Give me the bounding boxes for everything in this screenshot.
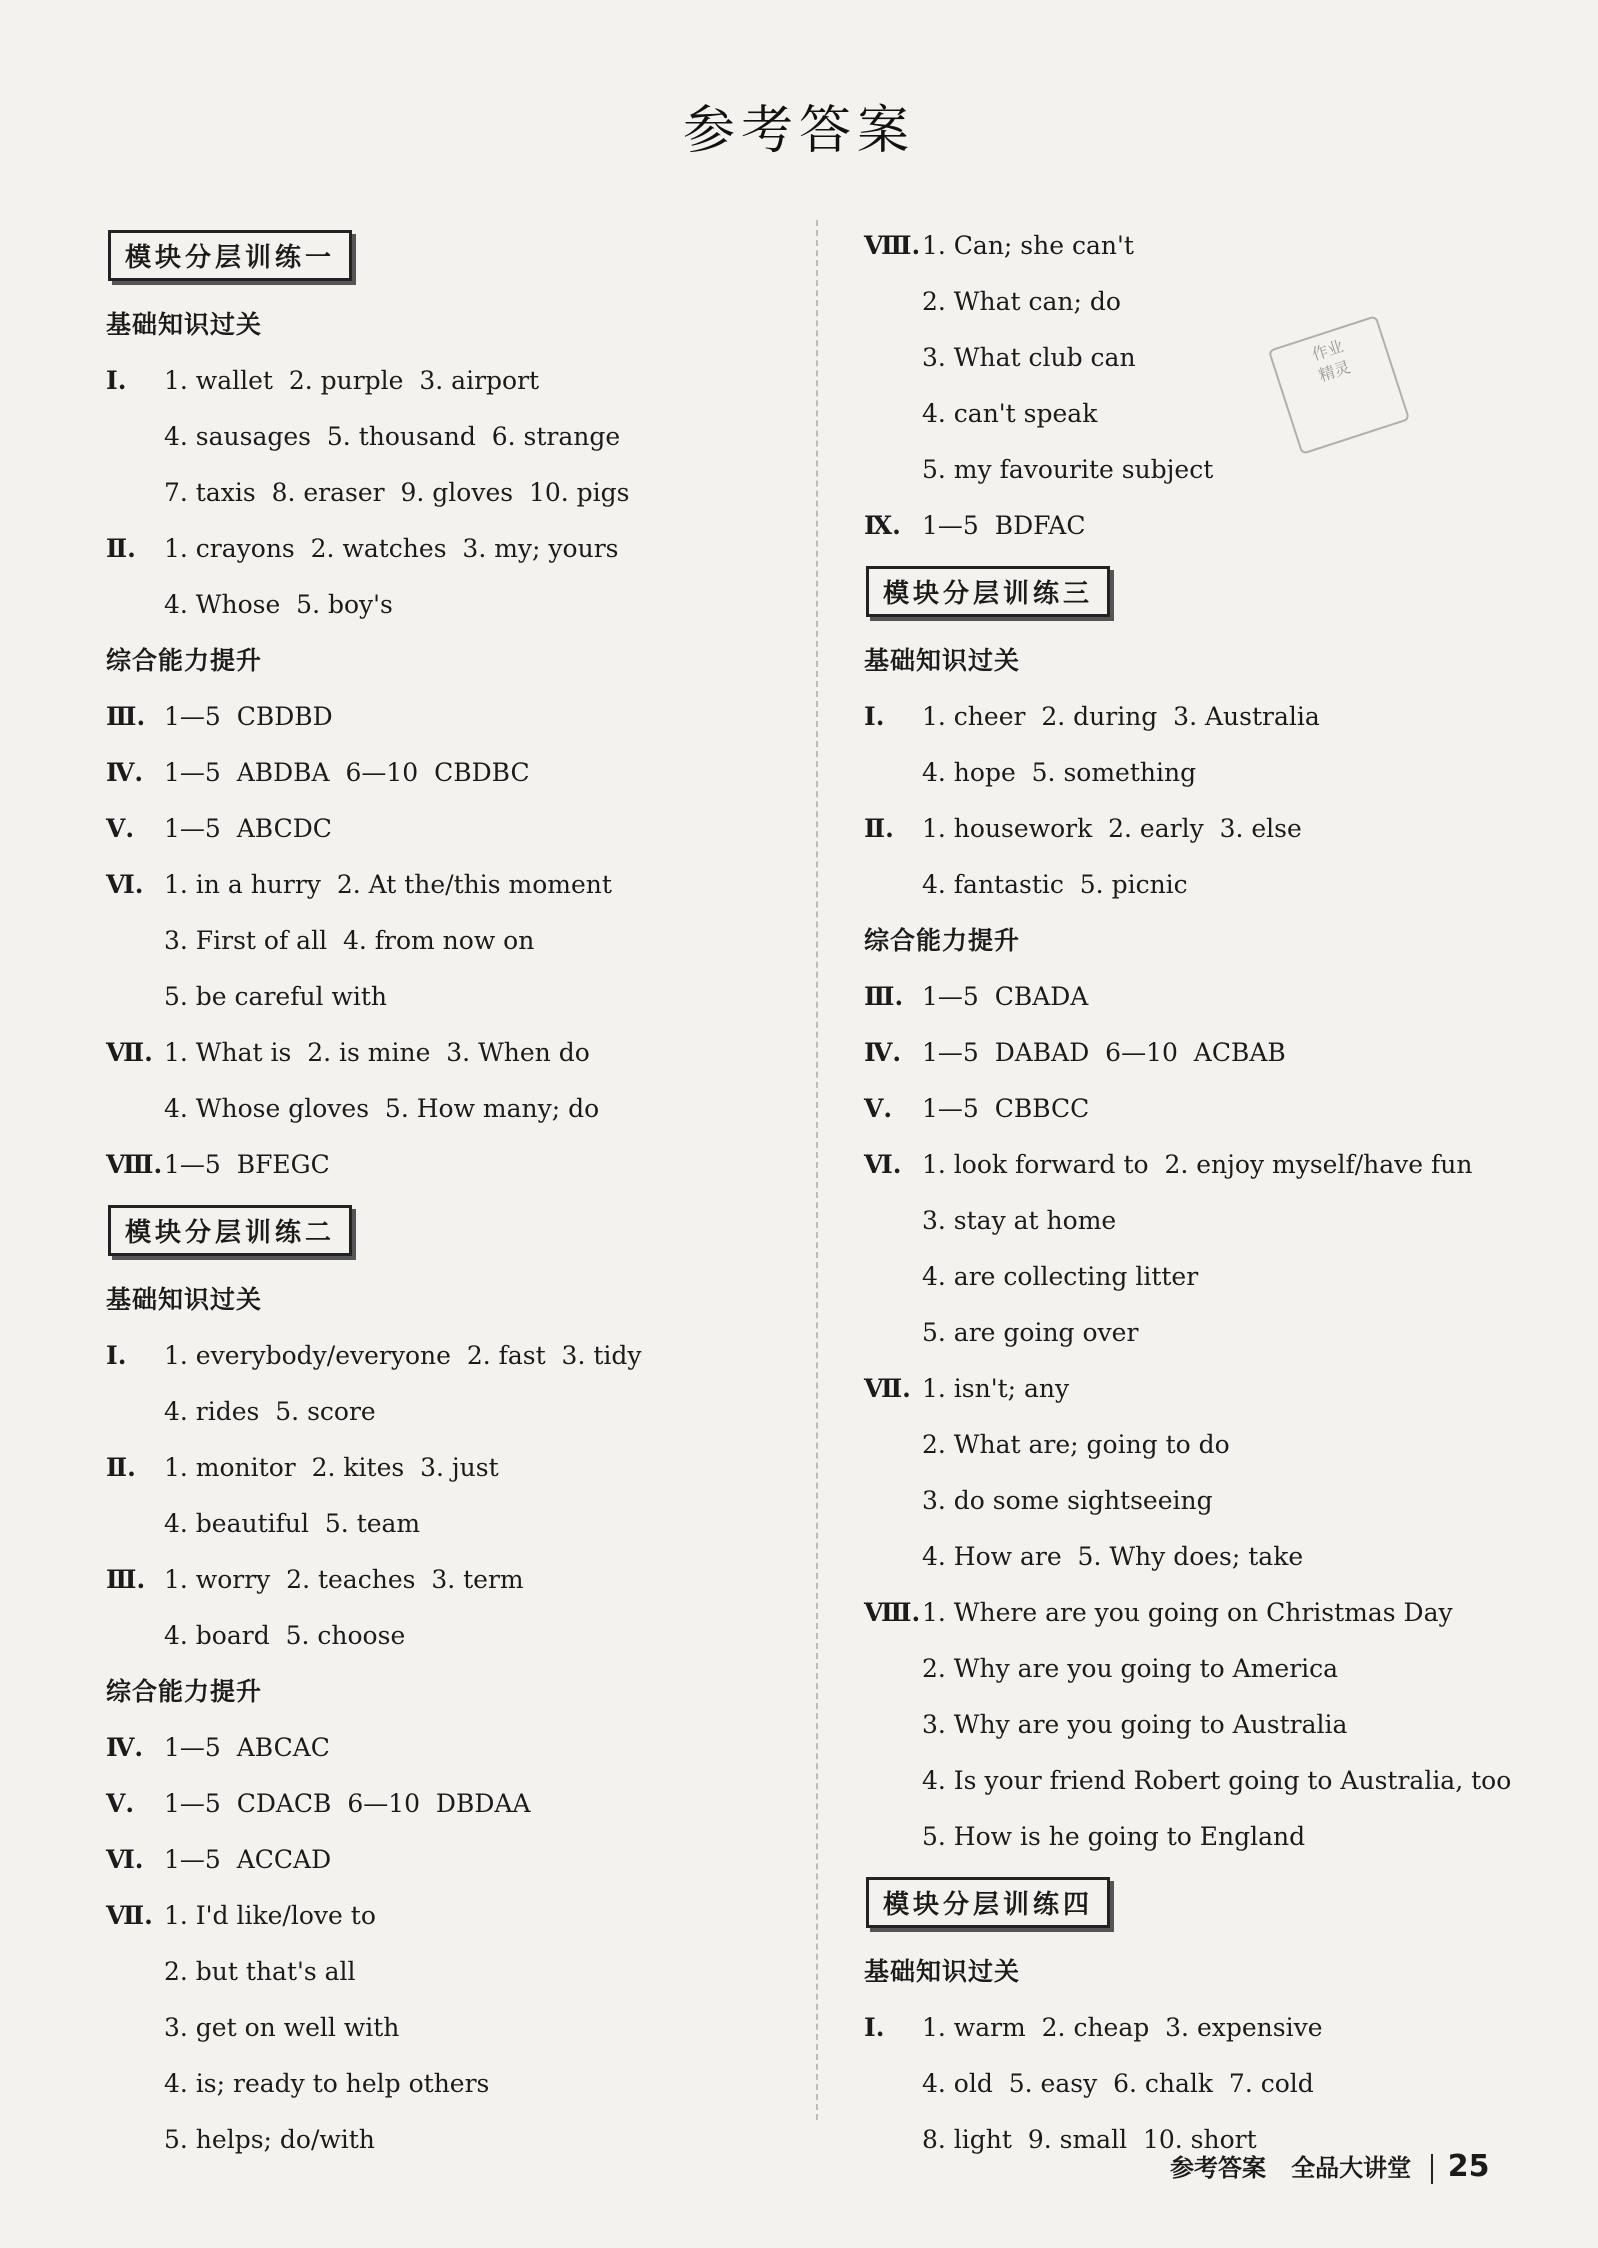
answer-line [864, 1641, 1564, 1697]
answer-line [864, 274, 1564, 330]
question-number: Ⅳ. [864, 1038, 902, 1067]
answer-line [106, 1081, 806, 1137]
answer-text: 4. are collecting litter [922, 1262, 1199, 1291]
answer-text: 1. cheer 2. during 3. Australia [922, 702, 1320, 731]
question-number: Ⅰ. [864, 702, 885, 731]
answer-line [864, 498, 1564, 554]
module-heading: 模块分层训练三 [866, 566, 1110, 617]
answer-line [864, 801, 1564, 857]
answer-text: 1. crayons 2. watches 3. my; yours [164, 534, 619, 563]
answer-line [106, 1496, 806, 1552]
answer-text: 1. Where are you going on Christmas Day [922, 1598, 1453, 1627]
answer-text: 1—5 BDFAC [922, 511, 1086, 540]
answer-line [106, 1720, 806, 1776]
answer-line [106, 1137, 806, 1193]
answer-text: 1—5 CBBCC [922, 1094, 1090, 1123]
answer-line [106, 1384, 806, 1440]
answer-text: 4. can't speak [922, 399, 1098, 428]
answer-line [864, 1473, 1564, 1529]
left-column [106, 218, 806, 2168]
answer-line [106, 745, 806, 801]
answer-line [864, 1249, 1564, 1305]
question-number: Ⅱ. [106, 1453, 136, 1482]
answer-text: 4. is; ready to help others [164, 2069, 490, 2098]
answer-text: 3. stay at home [922, 1206, 1117, 1235]
answer-text: 1. monitor 2. kites 3. just [164, 1453, 499, 1482]
question-number: Ⅰ. [106, 1341, 127, 1370]
answer-line [106, 2000, 806, 2056]
answer-line [106, 801, 806, 857]
answer-line [864, 969, 1564, 1025]
answer-text: 3. get on well with [164, 2013, 400, 2042]
answer-line [106, 465, 806, 521]
watermark-stamp: 作业 精灵 [1268, 315, 1410, 455]
answer-text: 2. Why are you going to America [922, 1654, 1339, 1683]
column-divider [816, 220, 818, 2120]
question-number: Ⅵ. [864, 1150, 902, 1179]
answer-line [106, 1328, 806, 1384]
answer-line [864, 386, 1564, 442]
answer-text: 4. beautiful 5. team [164, 1509, 421, 1538]
answer-line [864, 1753, 1564, 1809]
answer-line [106, 2056, 806, 2112]
question-number: Ⅴ. [106, 1789, 135, 1818]
answer-text: 1—5 BFEGC [164, 1150, 330, 1179]
answer-text: 1. in a hurry 2. At the/this moment [164, 870, 612, 899]
question-number: Ⅷ. [106, 1150, 163, 1179]
answer-line [864, 330, 1564, 386]
answer-text: 1—5 CDACB 6—10 DBDAA [164, 1789, 531, 1818]
answer-line [106, 689, 806, 745]
page-title: 参考答案 [682, 101, 915, 161]
question-number: Ⅲ. [106, 702, 146, 731]
answer-text: 1—5 ABCAC [164, 1733, 330, 1762]
answer-text: 1—5 ABCDC [164, 814, 332, 843]
answer-line [864, 2000, 1564, 2056]
question-number: Ⅲ. [106, 1565, 146, 1594]
answer-line [106, 1025, 806, 1081]
question-number: Ⅷ. [864, 1598, 921, 1627]
answer-line [864, 1809, 1564, 1865]
section-heading: 基础知识过关 [106, 310, 263, 339]
answer-line [864, 1697, 1564, 1753]
answer-text: 4. rides 5. score [164, 1397, 376, 1426]
answer-text: 2. but that's all [164, 1957, 356, 1986]
page-footer [1170, 2148, 1490, 2184]
answer-line [106, 353, 806, 409]
footer-brand: 全品大讲堂 [1291, 2154, 1412, 2182]
answer-line [106, 409, 806, 465]
question-number: Ⅳ. [106, 1733, 144, 1762]
answer-text: 1—5 ACCAD [164, 1845, 332, 1874]
answer-text: 1. worry 2. teaches 3. term [164, 1565, 524, 1594]
answer-text: 8. light 9. small 10. short [922, 2125, 1257, 2154]
answer-line [106, 1832, 806, 1888]
question-number: Ⅱ. [864, 814, 894, 843]
answer-line [864, 218, 1564, 274]
answer-line [106, 1440, 806, 1496]
section-heading: 基础知识过关 [106, 1285, 263, 1314]
section-heading: 基础知识过关 [864, 646, 1021, 675]
answer-line [106, 1552, 806, 1608]
question-number: Ⅷ. [864, 231, 921, 260]
footer-separator [1431, 2154, 1433, 2184]
answer-text: 3. Why are you going to Australia [922, 1710, 1348, 1739]
question-number: Ⅵ. [106, 870, 144, 899]
answer-text: 1. housework 2. early 3. else [922, 814, 1302, 843]
answer-line [106, 913, 806, 969]
question-number: Ⅵ. [106, 1845, 144, 1874]
question-number: Ⅸ. [864, 511, 901, 540]
answer-line [864, 1137, 1564, 1193]
answer-text: 2. What are; going to do [922, 1430, 1230, 1459]
answer-text: 1. What is 2. is mine 3. When do [164, 1038, 590, 1067]
question-number: Ⅶ. [864, 1374, 911, 1403]
answer-line [864, 1025, 1564, 1081]
answer-text: 4. hope 5. something [922, 758, 1197, 787]
answer-text: 3. do some sightseeing [922, 1486, 1213, 1515]
answer-line [106, 521, 806, 577]
module-heading: 模块分层训练四 [866, 1877, 1110, 1928]
question-number: Ⅴ. [864, 1094, 893, 1123]
module-heading: 模块分层训练二 [108, 1205, 352, 1256]
answer-text: 2. What can; do [922, 287, 1121, 316]
answer-line [864, 745, 1564, 801]
answer-text: 1. look forward to 2. enjoy myself/have fun [922, 1150, 1473, 1179]
page-number: 25 [1447, 2149, 1490, 2184]
footer-label: 参考答案 [1170, 2154, 1266, 2182]
answer-line [106, 969, 806, 1025]
answer-text: 4. sausages 5. thousand 6. strange [164, 422, 621, 451]
question-number: Ⅰ. [864, 2013, 885, 2042]
answer-text: 5. helps; do/with [164, 2125, 375, 2154]
answer-text: 1. warm 2. cheap 3. expensive [922, 2013, 1323, 2042]
answer-text: 3. First of all 4. from now on [164, 926, 535, 955]
answer-line [106, 1608, 806, 1664]
question-number: Ⅶ. [106, 1901, 153, 1930]
right-column [864, 218, 1564, 2168]
section-heading: 基础知识过关 [864, 1957, 1021, 1986]
answer-text: 5. How is he going to England [922, 1822, 1306, 1851]
answer-text: 1—5 CBDBD [164, 702, 333, 731]
answer-line [864, 689, 1564, 745]
question-number: Ⅴ. [106, 814, 135, 843]
answer-line [106, 1776, 806, 1832]
question-number: Ⅲ. [864, 982, 904, 1011]
question-number: Ⅶ. [106, 1038, 153, 1067]
answer-text: 4. Whose 5. boy's [164, 590, 393, 619]
answer-line [106, 1888, 806, 1944]
answer-text: 5. are going over [922, 1318, 1139, 1347]
answer-line [864, 2056, 1564, 2112]
question-number: Ⅰ. [106, 366, 127, 395]
answer-text: 1. wallet 2. purple 3. airport [164, 366, 540, 395]
answer-line [106, 857, 806, 913]
section-heading: 综合能力提升 [106, 646, 263, 675]
answer-text: 1. isn't; any [922, 1374, 1070, 1403]
question-number: Ⅳ. [106, 758, 144, 787]
answer-text: 4. How are 5. Why does; take [922, 1542, 1304, 1571]
answer-text: 5. my favourite subject [922, 455, 1214, 484]
answer-text: 1—5 CBADA [922, 982, 1089, 1011]
answer-line [864, 442, 1564, 498]
answer-line [864, 1529, 1564, 1585]
answer-text: 4. Whose gloves 5. How many; do [164, 1094, 600, 1123]
answer-line [864, 1081, 1564, 1137]
answer-line [864, 1193, 1564, 1249]
answer-text: 1. Can; she can't [922, 231, 1134, 260]
answer-line [106, 1944, 806, 2000]
answer-text: 4. fantastic 5. picnic [922, 870, 1188, 899]
module-heading: 模块分层训练一 [108, 230, 352, 281]
answer-line [864, 1305, 1564, 1361]
answer-text: 3. What club can [922, 343, 1136, 372]
answer-line [864, 1417, 1564, 1473]
answer-text: 7. taxis 8. eraser 9. gloves 10. pigs [164, 478, 630, 507]
answer-line [864, 857, 1564, 913]
section-heading: 综合能力提升 [864, 926, 1021, 955]
answer-text: 1. everybody/everyone 2. fast 3. tidy [164, 1341, 642, 1370]
answer-text: 4. Is your friend Robert going to Australia, too [922, 1766, 1512, 1795]
answer-line [106, 2112, 806, 2168]
answer-text: 4. board 5. choose [164, 1621, 406, 1650]
answer-text: 5. be careful with [164, 982, 388, 1011]
answer-text: 1—5 DABAD 6—10 ACBAB [922, 1038, 1286, 1067]
answer-line [864, 1361, 1564, 1417]
question-number: Ⅱ. [106, 534, 136, 563]
answer-text: 4. old 5. easy 6. chalk 7. cold [922, 2069, 1314, 2098]
section-heading: 综合能力提升 [106, 1677, 263, 1706]
answer-line [864, 1585, 1564, 1641]
answer-text: 1—5 ABDBA 6—10 CBDBC [164, 758, 530, 787]
answer-line [106, 577, 806, 633]
answer-text: 1. I'd like/love to [164, 1901, 376, 1930]
